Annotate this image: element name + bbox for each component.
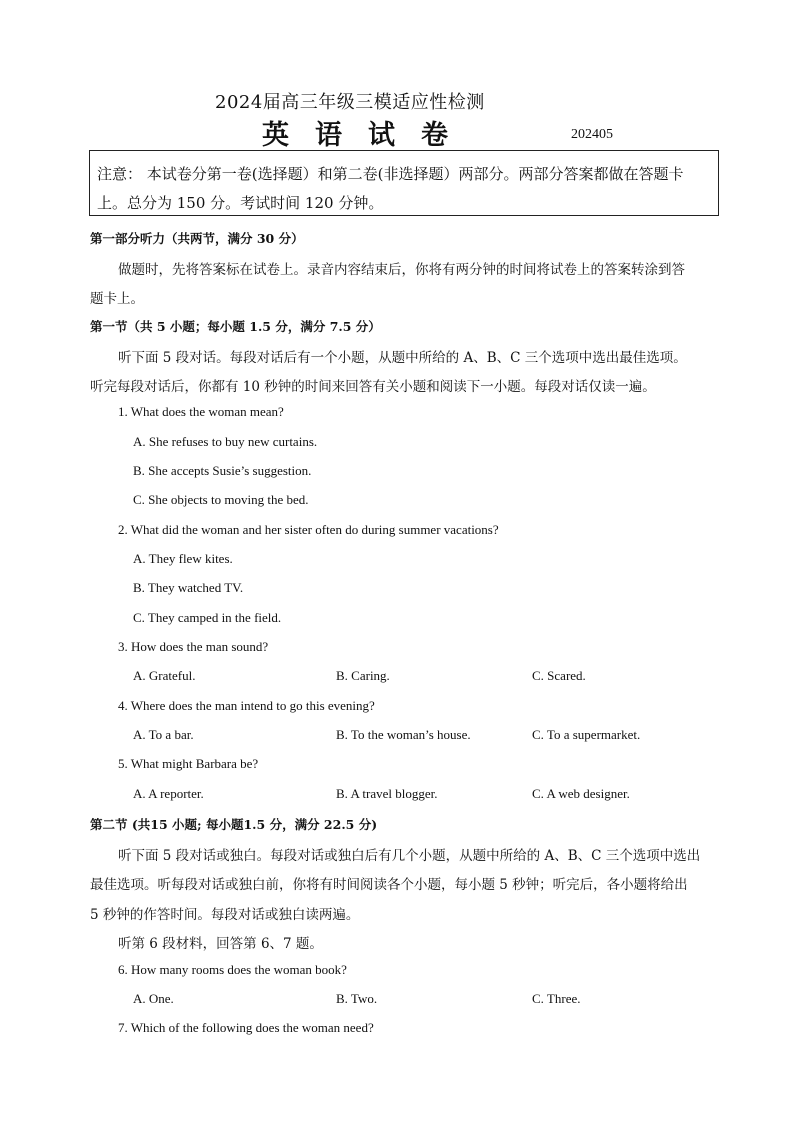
q6-stem: 6. How many rooms does the woman book? [118,962,347,977]
q5-stem: 5. What might Barbara be? [118,756,259,771]
exam-title: 2024届高三年级三模适应性检测 [215,92,485,113]
material-6-instruction: 听第 6 段材料，回答第 6、7 题。 [118,936,323,952]
q4-option-c: C. To a supermarket. [532,727,641,742]
notice-box: 注意： 本试卷分第一卷(选择题）和第二卷(非选择题）两部分。两部分答案都做在答题卡上。总分为 150 分。考试时间 120 分钟。 [89,150,719,216]
part1-heading: 第一部分听力（共两节，满分 30 分） [90,231,304,246]
q4-stem: 4. Where does the man intend to go this evening? [118,698,375,713]
section2-intro-line3: 5 秒钟的作答时间。每段对话或独白读两遍。 [90,907,360,923]
q3-stem: 3. How does the man sound? [118,639,269,654]
q5-option-a: A. A reporter. [133,786,204,801]
part1-intro-line1: 做题时，先将答案标在试卷上。录音内容结束后，你将有两分钟的时间将试卷上的答案转涂到答 [118,262,685,278]
section1-heading: 第一节（共 5 小题；每小题 1.5 分，满分 7.5 分） [90,319,381,334]
q1-option-a: A. She refuses to buy new curtains. [133,434,318,449]
subject-title: 英语试卷 [262,120,474,151]
q1-option-c: C. She objects to moving the bed. [133,492,309,507]
q3-option-c: C. Scared. [532,668,586,683]
q3-option-a: A. Grateful. [133,668,196,683]
q5-option-b: B. A travel blogger. [336,786,438,801]
q4-option-a: A. To a bar. [133,727,194,742]
q4-option-b: B. To the woman’s house. [336,727,471,742]
q6-option-a: A. One. [133,991,174,1006]
section1-intro-line2: 听完每段对话后，你都有 10 秒钟的时间来回答有关小题和阅读下一小题。每段对话仅读一遍。 [90,379,656,395]
section2-heading: 第二节 (共15 小题; 每小题1.5 分，满分 22.5 分) [90,817,378,832]
exam-date: 202405 [571,127,613,142]
section2-intro-line1: 听下面 5 段对话或独白。每段对话或独白后有几个小题，从题中所给的 A、B、C 三个选项中选出 [118,848,701,864]
q1-option-b: B. She accepts Susie’s suggestion. [133,463,312,478]
section2-intro-line2: 最佳选项。听每段对话或独白前，你将有时间阅读各个小题，每小题 5 秒钟；听完后，各小题将给出 [90,877,688,893]
q3-option-b: B. Caring. [336,668,390,683]
q2-option-c: C. They camped in the field. [133,610,282,625]
q6-option-c: C. Three. [532,991,581,1006]
q2-option-a: A. They flew kites. [133,551,233,566]
q7-stem: 7. Which of the following does the woman need? [118,1020,374,1035]
section1-intro-line1: 听下面 5 段对话。每段对话后有一个小题，从题中所给的 A、B、C 三个选项中选出最佳选项。 [118,350,687,366]
q6-option-b: B. Two. [336,991,378,1006]
q2-stem: 2. What did the woman and her sister often do during summer vacations? [118,522,499,537]
q5-option-c: C. A web designer. [532,786,630,801]
q1-stem: 1. What does the woman mean? [118,404,284,419]
q2-option-b: B. They watched TV. [133,580,244,595]
part1-intro-line2: 题卡上。 [90,291,144,307]
